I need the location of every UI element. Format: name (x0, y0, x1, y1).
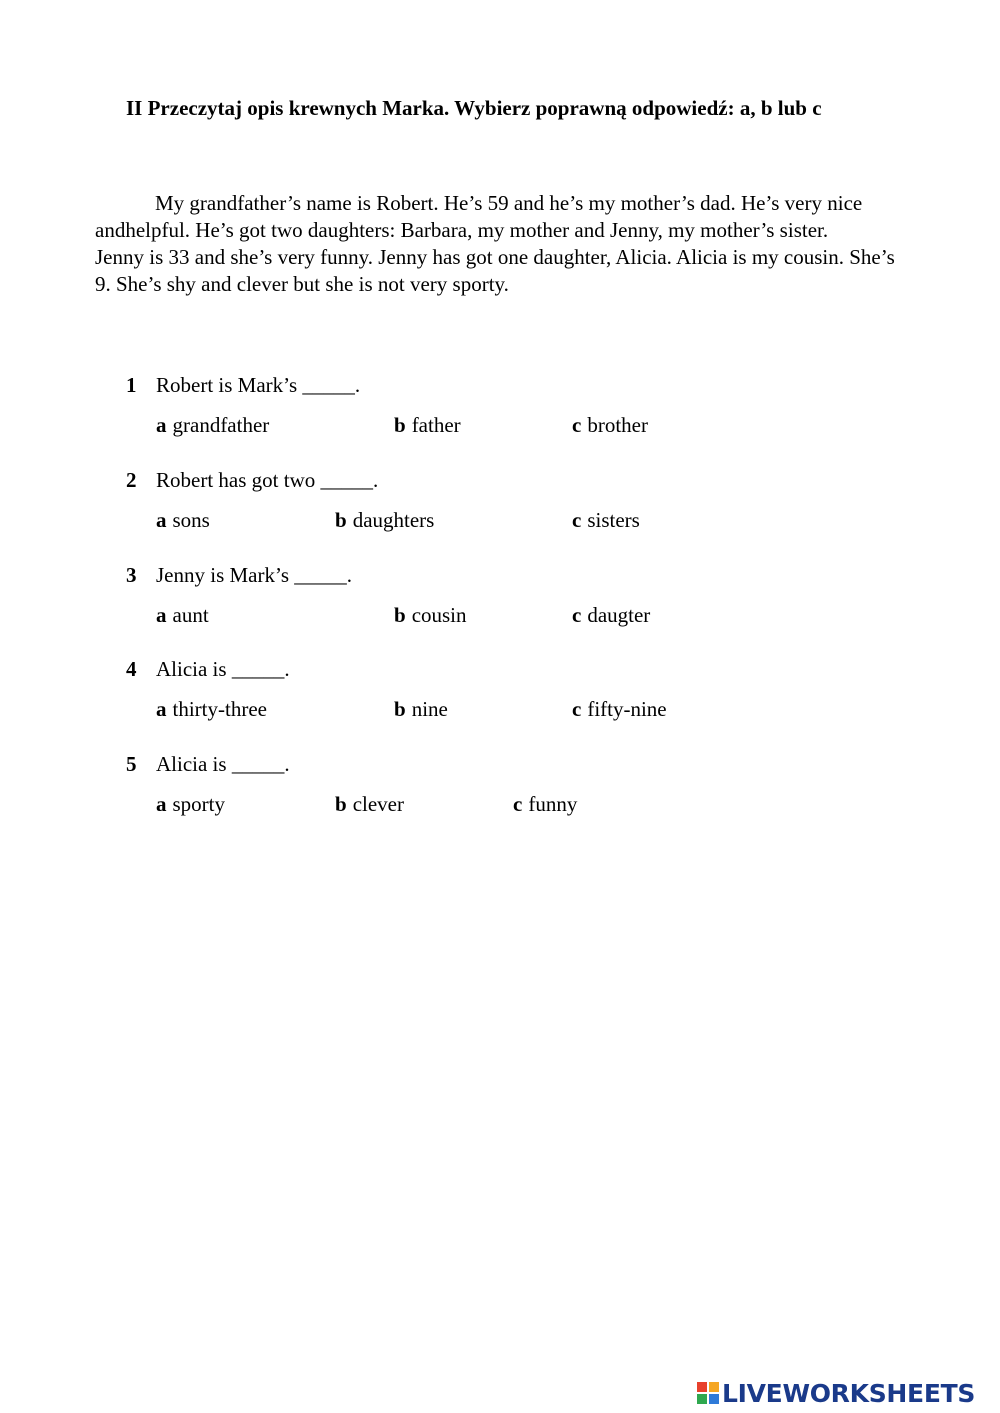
option-text: sisters (587, 508, 640, 532)
question-number: 2 (126, 468, 137, 492)
liveworksheets-logo (697, 1378, 975, 1408)
option-text: fifty-nine (587, 697, 667, 721)
option-a[interactable] (156, 603, 209, 628)
logo-square (697, 1394, 707, 1404)
option-b[interactable] (394, 603, 467, 628)
option-letter: b (394, 603, 406, 627)
question-stem: Robert is Mark’s _____. (156, 373, 361, 397)
option-b[interactable] (394, 413, 461, 438)
logo-square (697, 1382, 707, 1392)
option-text: daughters (352, 508, 435, 532)
option-a[interactable] (156, 697, 267, 722)
option-letter: a (156, 413, 167, 437)
logo-text: LIVEWORKSHEETS (722, 1378, 976, 1408)
question-stem: Alicia is _____. (156, 657, 290, 681)
option-text: father (411, 413, 461, 437)
option-letter: b (394, 413, 406, 437)
option-letter: a (156, 603, 167, 627)
question-number: 3 (126, 563, 137, 587)
option-c[interactable] (572, 697, 667, 722)
option-a[interactable] (156, 413, 269, 438)
option-c[interactable] (572, 508, 640, 533)
option-letter: c (572, 603, 582, 627)
option-text: cousin (411, 603, 467, 627)
reading-passage (95, 190, 910, 298)
option-a[interactable] (156, 508, 210, 533)
option-letter: a (156, 697, 167, 721)
option-b[interactable] (394, 697, 448, 722)
question-number: 1 (126, 373, 137, 397)
option-text: brother (587, 413, 648, 437)
question-number: 5 (126, 752, 137, 776)
logo-square (709, 1394, 719, 1404)
question-stem: Jenny is Mark’s _____. (156, 563, 352, 587)
logo-mark-icon (697, 1382, 719, 1404)
passage-paragraph-1: My grandfather’s name is Robert. He’s 59 and he’s my mother’s dad. He’s very nice andhelpful. He’s got two daughters: Barbara, my mother and Jenny, my mother’s sister. (95, 191, 863, 242)
option-letter: c (572, 508, 582, 532)
question-number: 4 (126, 657, 137, 681)
passage-paragraph-2: Jenny is 33 and she’s very funny. Jenny has got one daughter, Alicia. Alicia is my cousin. She’s 9. She’s shy and clever but she is not very sporty. (95, 245, 895, 296)
option-letter: b (335, 508, 347, 532)
option-letter: b (394, 697, 406, 721)
option-b[interactable] (335, 508, 434, 533)
option-b[interactable] (335, 792, 404, 817)
option-letter: c (513, 792, 523, 816)
option-letter: a (156, 508, 167, 532)
option-letter: c (572, 413, 582, 437)
option-text: aunt (172, 603, 209, 627)
option-text: nine (411, 697, 448, 721)
question-stem: Robert has got two _____. (156, 468, 379, 492)
option-text: daugter (587, 603, 651, 627)
worksheet-title: II Przeczytaj opis krewnych Marka. Wybierz poprawną odpowiedź: a, b lub c (126, 96, 822, 120)
option-text: sporty (172, 792, 225, 816)
option-text: funny (528, 792, 578, 816)
option-c[interactable] (513, 792, 577, 817)
question-stem: Alicia is _____. (156, 752, 290, 776)
option-letter: a (156, 792, 167, 816)
option-text: clever (352, 792, 404, 816)
logo-square (709, 1382, 719, 1392)
option-text: thirty-three (172, 697, 267, 721)
option-text: grandfather (172, 413, 270, 437)
option-letter: b (335, 792, 347, 816)
option-c[interactable] (572, 413, 648, 438)
option-text: sons (172, 508, 210, 532)
option-a[interactable] (156, 792, 225, 817)
option-letter: c (572, 697, 582, 721)
option-c[interactable] (572, 603, 650, 628)
